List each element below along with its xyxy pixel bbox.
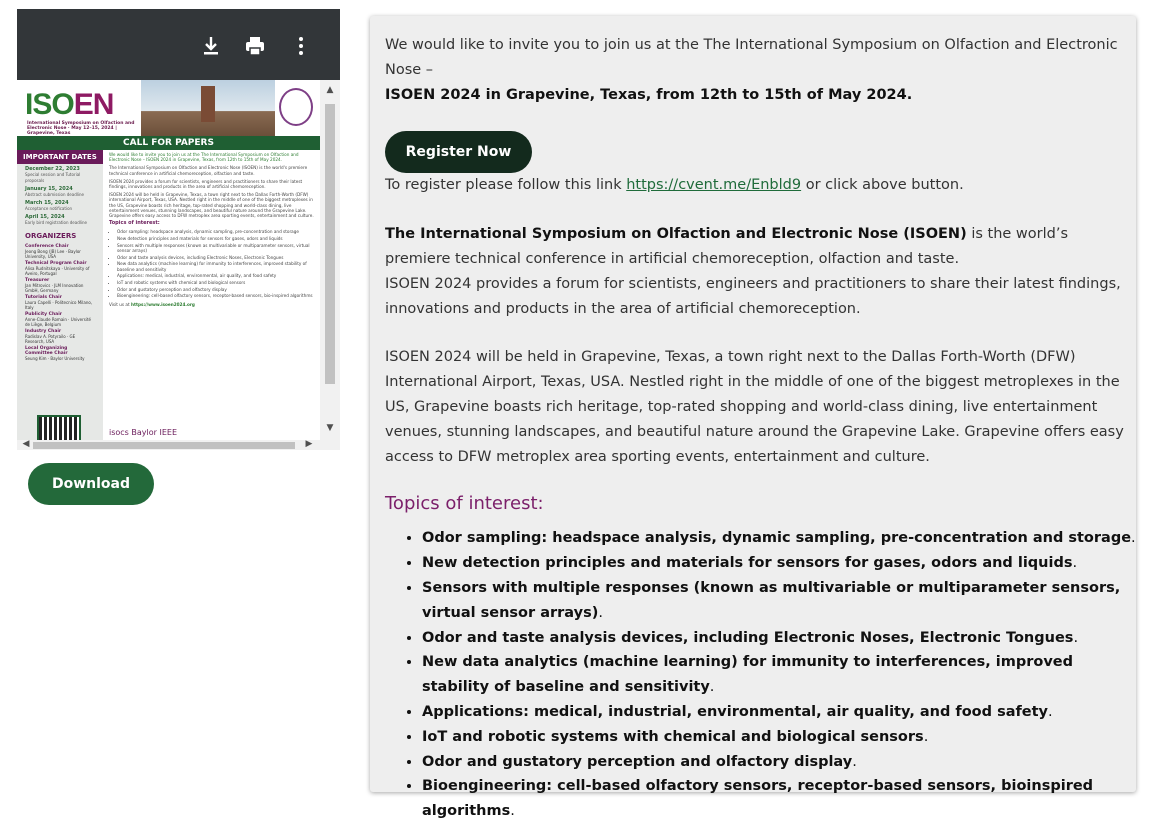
organizer-item: Technical Program Chair Alisa Rudnitskaya · University of Aveiro, Portugal [25,261,90,276]
organizer-item: Industry Chair Radislav A. Potyrailo · GE Research, USA [25,329,76,344]
organizer-item: Treasurer Jan Mitrovics · JLM Innovation GmbH, Germany [25,278,84,293]
pdf-page [17,80,320,440]
download-button[interactable]: Download [28,463,154,505]
location-paragraph: ISOEN 2024 will be held in Grapevine, Texas, a town right next to the Dallas Forth-Worth (DFW) International Airport, Texas, USA. Nestled right in the middle of one of the biggest metroplexes in the US, Grapevine boasts rich heritage, top-rated shopping and world-class dining, live entertainment venues, stunning landscapes, and beautiful nature around the Grapevine Lake. Grapevine offers easy access to DFW metroplex area sporting events, entertainment and culture. [385,349,1124,465]
grapevine-photo [141,80,275,136]
pdf-sidebar [17,150,103,440]
register-paragraph: To register please follow this link https://cvent.me/Enbld9 or click above button. [385,177,964,194]
pdf-paragraph: ISOEN 2024 will be held in Grapevine, Texas, a town right next to the Dallas Forth-Worth (DFW) international Airport, Texas, USA. Nestled right in the middle of one of the biggest metroplexes in the US, Grapevine boasts rich heritage, top-rated shopping and world-class dining, live entertainment venues, stunning landscapes, and beautiful nature around the Grapevine Lake. Grapevine offers easy access to DFW metroplex area sporting events, entertainment and culture. [109,192,314,219]
list-item: • IoT and robotic systems with chemical and biological sensors [117,280,315,285]
pdf-topics-list [109,229,315,298]
list-item: • Sensors with multiple responses (known as multivariable or multiparameter sensors, virtual sensor arrays) [117,243,315,253]
list-item: • Applications: medical, industrial, environmental, air quality, and food safety [117,273,315,278]
date-item: January 15, 2024 Abstract submission deadline [25,186,84,197]
list-item: • IoT and robotic systems with chemical and biological sensors. [422,725,1136,750]
date-item: March 15, 2024 Acceptance notification [25,200,73,211]
more-vert-icon[interactable] [290,35,312,57]
register-now-button[interactable]: Register Now [385,131,532,173]
list-item: • Odor and gustatory perception and olfactory display [117,287,315,292]
sponsor-logos: isocs Baylor IEEE [109,428,177,437]
pdf-paragraph: The International Symposium on Olfaction and Electronic Nose (ISOEN) is the world's premiere technical conference in artificial chemoreception, olfaction and taste. [109,165,308,176]
pdf-header [17,80,320,136]
pdf-viewer [17,9,340,450]
organizer-item: Tutorials Chair Laura Capelli · Politecnico Milano, Italy [25,295,93,310]
list-item: • Sensors with multiple responses (known as multivariable or multiparameter sensors, virtual sensor arrays). [422,576,1136,626]
date-item: April 15, 2024 Early bird registration deadline [25,214,87,225]
pdf-paragraph: ISOEN 2024 provides a forum for scientists, engineers and practitioners to share their latest findings, innovations and products in the area of artificial chemoreception. [109,178,303,190]
vertical-scrollbar[interactable] [320,80,340,440]
intro-paragraph: We would like to invite you to join us at the The International Symposium on Olfaction and Electronic Nose – ISOEN 2024 in Grapevine, Texas, from 12th to 15th of May 2024. [385,37,1118,103]
qr-code [37,415,81,440]
list-item: • New data analytics (machine learning) for immunity to interferences, improved stability of baseline and sensitivity [117,261,315,271]
organizer-item: Conference Chair Jeong Bong (JB) Lee · Baylor University, USA [25,244,81,259]
list-item: • Bioengineering: cell-based olfactory sensors, receptor-based sensors, bioinspired algorithms. [422,774,1136,824]
grapevine-seal [279,88,313,126]
pdf-topics-title: Topics of interest: [109,220,160,227]
scroll-right-icon[interactable]: ▶ [305,439,313,449]
list-item: • New detection principles and materials for sensors for gases, odors and liquids. [422,551,1136,576]
list-item: • New data analytics (machine learning) for immunity to interferences, improved stability of baseline and sensitivity. [422,650,1136,700]
isoen-logo: ISOEN [25,88,114,121]
pdf-visit: Visit us at https://www.isoen2024.org [109,301,195,307]
topics-list [385,526,1136,824]
topics-heading: Topics of interest: [385,493,544,515]
organizer-item: Publicity Chair Anne-Claude Romain · Université de Liège, Belgium [25,312,91,327]
call-for-papers-banner: CALL FOR PAPERS [17,136,320,150]
organizers-title: ORGANIZERS [25,232,77,240]
date-item: December 22, 2023 Special session and Tutorial proposals [25,166,81,183]
list-item: • Odor and gustatory perception and olfactory display. [422,750,1136,775]
download-icon[interactable] [200,35,222,57]
content-card [370,16,1136,820]
list-item: • Bioengineering: cell-based olfactory sensors, receptor-based sensors, bio-inspired algorithms [117,293,315,298]
horizontal-scrollbar[interactable] [17,440,340,450]
list-item: • New detection principles and materials for sensors for gases, odors and liquids [117,236,315,241]
pdf-toolbar [17,9,340,80]
scroll-up-icon[interactable]: ▲ [326,85,334,95]
about-paragraph: The International Symposium on Olfaction and Electronic Nose (ISOEN) is the world’s premiere technical conference in artificial chemoreception, olfaction and taste. [385,226,1068,267]
pdf-paragraph: We would like to invite you to join us at the The International Symposium on Olfaction and Electronic Nose – ISOEN 2024 in Grapevine, Texas, from 12th to 15th of May 2024. [109,152,299,163]
logo-subtitle: International Symposium on Olfaction and Electronic Nose · May 12–15, 2024 | Grapevine, Texas [27,121,135,136]
scroll-down-icon[interactable]: ▼ [326,423,334,433]
register-link[interactable]: https://cvent.me/Enbld9 [626,177,802,194]
scroll-left-icon[interactable]: ◀ [22,439,30,449]
forum-paragraph: ISOEN 2024 provides a forum for scientists, engineers and practitioners to share their latest findings, innovations and products in the area of artificial chemoreception. [385,275,1121,317]
list-item: • Odor and taste analysis devices, including Electronic Noses, Electronic Tongues [117,255,315,260]
list-item: • Applications: medical, industrial, environmental, air quality, and food safety. [422,700,1136,725]
organizer-item: Local Organizing Committee Chair Seung Kim · Baylor University [25,346,85,361]
scrollbar-thumb[interactable] [33,442,295,449]
scrollbar-thumb[interactable] [325,104,335,384]
pdf-body [109,152,315,310]
list-item: • Odor and taste analysis devices, including Electronic Noses, Electronic Tongues. [422,626,1136,651]
list-item: • Odor sampling: headspace analysis, dynamic sampling, pre-concentration and storage [117,229,315,234]
list-item: • Odor sampling: headspace analysis, dynamic sampling, pre-concentration and storage. [422,526,1136,551]
important-dates-title: IMPORTANT DATES [17,150,103,164]
print-icon[interactable] [244,35,266,57]
